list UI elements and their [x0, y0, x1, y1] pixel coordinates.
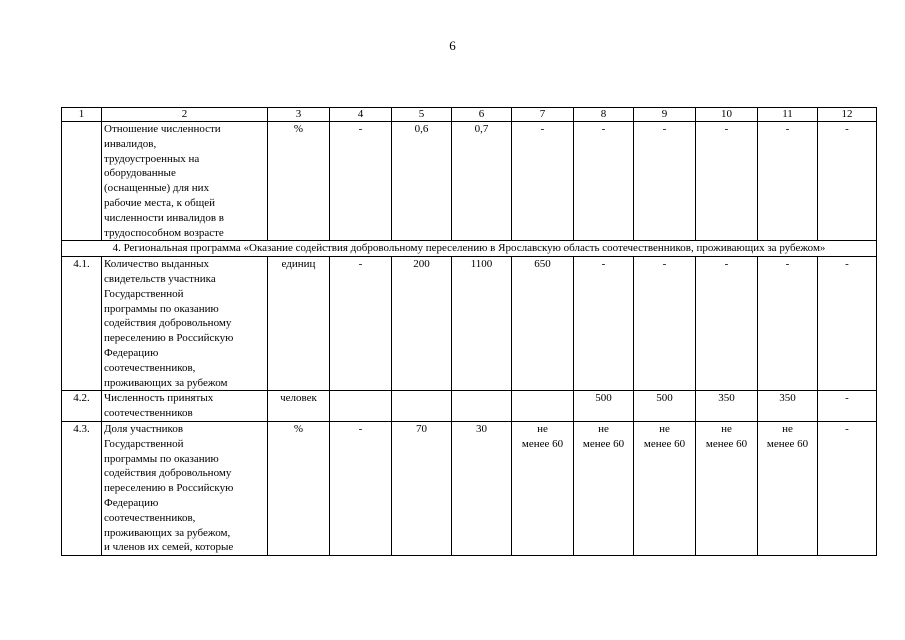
indicator-name-line: соотечественников,	[104, 511, 196, 524]
indicator-name-line: проживающих за рубежом,	[104, 526, 231, 539]
indicator-name-line: проживающих за рубежом	[104, 376, 228, 389]
value-cell: -	[330, 257, 392, 391]
value-cell: не менее 60	[696, 421, 758, 555]
value-cell: 70	[392, 421, 452, 555]
indicator-name-line: переселению в Российскую	[104, 482, 234, 495]
indicator-name-line: Федерацию	[104, 346, 159, 359]
value-cell: не менее 60	[758, 421, 818, 555]
section-row	[62, 241, 877, 257]
value-cell: -	[818, 421, 877, 555]
indicator-name-line: содействия добровольному	[104, 467, 232, 480]
indicator-name	[102, 122, 268, 241]
value-cell: не менее 60	[512, 421, 574, 555]
value-cell: -	[758, 122, 818, 241]
value-cell: -	[574, 122, 634, 241]
section-title: 4. Региональная программа «Оказание содействия добровольному переселению в Ярославскую область соотечественников, проживающих за рубежом»	[62, 241, 877, 257]
indicator-name-line: соотечественников	[104, 407, 193, 420]
value-cell: не менее 60	[574, 421, 634, 555]
value-cell: 650	[512, 257, 574, 391]
col-header: 3	[268, 108, 330, 122]
col-header: 1	[62, 108, 102, 122]
col-header: 2	[102, 108, 268, 122]
indicator-name-line: Государственной	[104, 287, 184, 300]
value-cell	[392, 391, 452, 422]
row-number: 4.2.	[62, 391, 102, 422]
value-cell	[512, 391, 574, 422]
indicator-name-line: программы по оказанию	[104, 452, 219, 465]
table-row	[62, 391, 877, 422]
table-row	[62, 257, 877, 391]
value-cell: 30	[452, 421, 512, 555]
value-cell: -	[574, 257, 634, 391]
value-cell	[452, 391, 512, 422]
page-number: 6	[449, 38, 456, 53]
indicator-name-line: Федерацию	[104, 496, 159, 509]
col-header: 6	[452, 108, 512, 122]
row-number: 4.1.	[62, 257, 102, 391]
indicator-name-line: Отношение численности	[104, 123, 221, 135]
indicator-name-line: Численность принятых	[104, 392, 214, 405]
value-cell: -	[634, 257, 696, 391]
col-header: 5	[392, 108, 452, 122]
col-header: 10	[696, 108, 758, 122]
column-number-row	[62, 108, 877, 122]
indicator-name-line: соотечественников,	[104, 361, 196, 374]
indicator-name-line: свидетельств участника	[104, 272, 216, 285]
unit-cell: %	[268, 421, 330, 555]
table-row	[62, 122, 877, 241]
indicator-name-line: переселению в Российскую	[104, 332, 234, 345]
indicator-name-line: трудоустроенных на	[104, 152, 200, 165]
value-cell: -	[818, 257, 877, 391]
value-cell	[330, 391, 392, 422]
value-cell: 350	[696, 391, 758, 422]
indicator-name-line: инвалидов,	[104, 137, 157, 150]
indicator-name-line: численности инвалидов в	[104, 211, 224, 224]
value-cell: -	[330, 122, 392, 241]
col-header: 12	[818, 108, 877, 122]
value-cell: 500	[574, 391, 634, 422]
col-header: 8	[574, 108, 634, 122]
unit-cell: человек	[268, 391, 330, 422]
indicator-name-line: и членов их семей, которые	[104, 541, 234, 554]
indicator-name-line: Доля участников	[104, 422, 184, 435]
indicator-name-line: (оснащенные) для них	[104, 182, 210, 195]
indicator-name-line: Государственной	[104, 437, 184, 450]
indicator-name-line: рабочие места, к общей	[104, 196, 215, 209]
value-cell: -	[818, 122, 877, 241]
value-cell: 1100	[452, 257, 512, 391]
indicator-name-line: оборудованные	[104, 167, 176, 180]
value-cell: -	[512, 122, 574, 241]
value-cell: -	[818, 391, 877, 422]
row-number: 4.3.	[62, 421, 102, 555]
value-cell: -	[758, 257, 818, 391]
indicator-name-line: Количество выданных	[104, 258, 209, 271]
row-number	[62, 122, 102, 241]
value-cell: 350	[758, 391, 818, 422]
value-cell: -	[634, 122, 696, 241]
indicator-name	[102, 421, 268, 555]
col-header: 7	[512, 108, 574, 122]
value-cell: не менее 60	[634, 421, 696, 555]
indicator-name-line: содействия добровольному	[104, 317, 232, 330]
col-header: 4	[330, 108, 392, 122]
unit-cell: %	[268, 122, 330, 241]
unit-cell: единиц	[268, 257, 330, 391]
value-cell: -	[696, 122, 758, 241]
col-header: 9	[634, 108, 696, 122]
value-cell: 0,6	[392, 122, 452, 241]
indicator-name-line: программы по оказанию	[104, 302, 219, 315]
value-cell: -	[696, 257, 758, 391]
value-cell: 0,7	[452, 122, 512, 241]
indicator-name-line: трудоспособном возрасте	[104, 226, 224, 239]
table-row	[62, 421, 877, 555]
indicator-name	[102, 391, 268, 422]
indicator-name	[102, 257, 268, 391]
value-cell: 200	[392, 257, 452, 391]
indicators-table	[61, 107, 877, 556]
col-header: 11	[758, 108, 818, 122]
value-cell: 500	[634, 391, 696, 422]
value-cell: -	[330, 421, 392, 555]
